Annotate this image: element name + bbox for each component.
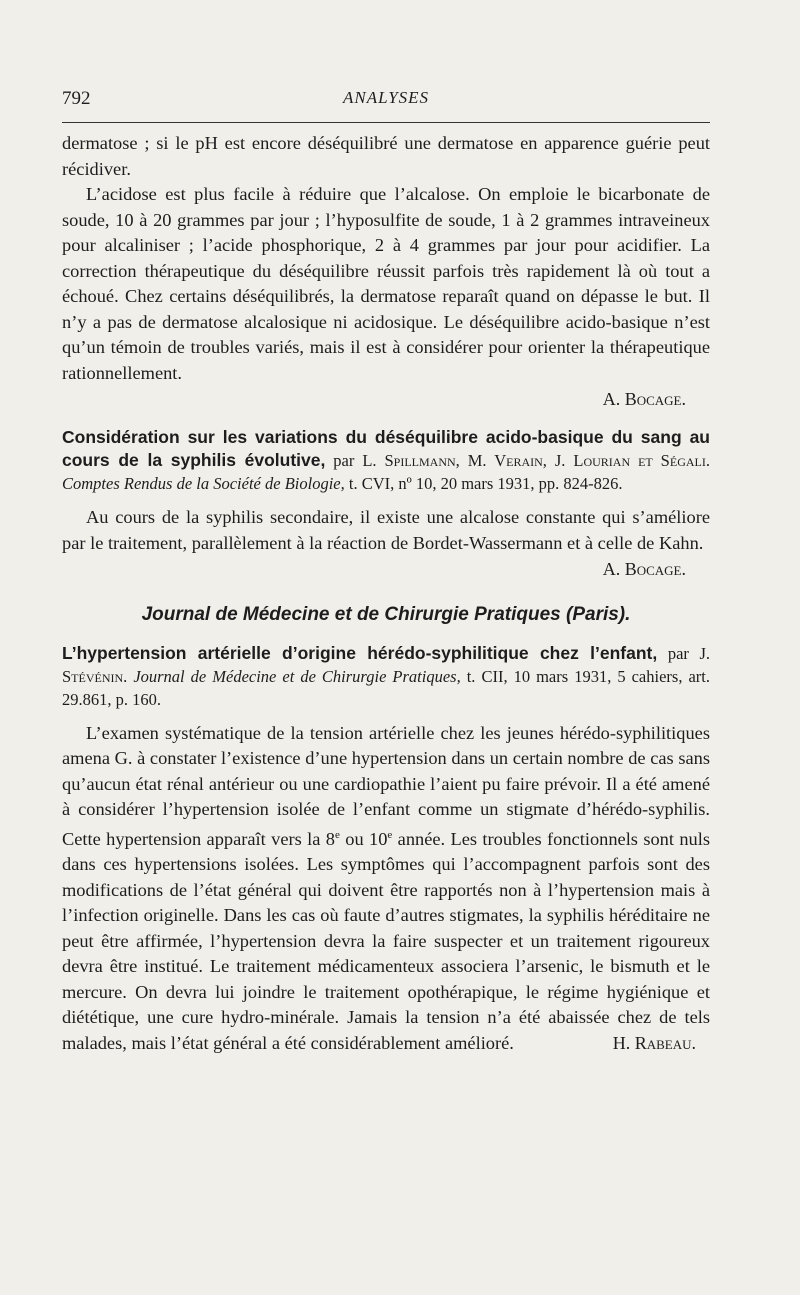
signature-rabeau: H. Rabeau. — [612, 1033, 696, 1054]
article-2-authors: J. Stévénin. — [62, 643, 710, 686]
article-1-journal: Comptes Rendus de la Société de Biologie, — [62, 474, 345, 493]
header-rule — [62, 122, 710, 123]
signature-bocage-2: A. Bocage. — [602, 559, 686, 579]
article-2-body-mid: ou 10 — [339, 828, 388, 849]
article-2-body-start: L’examen systématique de la tension artérielle chez les jeunes hérédo-syphilitiques amena G. à constater l’existence d’une hypertension dans un certain nombre de cas sans qu’aucun état rénal antérieur ou une cardiopathie l’aient pu faire prévoir. Il a été amené à considérer l’hypertension isolée de l’enfant comme un stigmate d’hérédo-syphilis. Cette hypertension apparaît vers la 8 — [62, 722, 710, 849]
article-1-reference — [62, 426, 710, 495]
article-2-par: par — [657, 643, 700, 663]
superscript-e-2: e — [387, 828, 393, 841]
superscript-e-1: e — [334, 828, 340, 841]
article-2-citation: t. CII, 10 mars 1931, 5 cahiers, art. 29.861, p. 160. — [62, 666, 710, 709]
page-number: 792 — [62, 88, 91, 109]
article-1-body: Au cours de la syphilis secondaire, il existe une alcalose constante qui s’améliore par le traitement, parallèlement à la réaction de Bordet-Wassermann et à celle de Kahn. — [62, 507, 710, 553]
article-1-title: Considération sur les variations du déséquilibre acido-basique du sang au cours de la syphilis évolutive, — [62, 427, 710, 470]
article-2-journal: Journal de Médecine et de Chirurgie Pratiques, — [127, 666, 461, 686]
journal-section-heading: Journal de Médecine et de Chirurgie Pratiques (Paris). — [141, 604, 631, 625]
article-1-citation: t. CVI, nº 10, 20 mars 1931, pp. 824-826. — [344, 474, 623, 493]
article-2-body-end: année. Les troubles fonctionnels sont nuls dans ces hypertensions isolées. Les symptômes qui l’accompagnent parfois sont des modifications de l’état général qui doivent être rapportés non à l’hypertension mais à l’infection originelle. Dans les cas où faute d’autres stigmates, la syphilis héréditaire ne peut être affirmée, l’hypertension devra la faire suspecter et un traitement rigoureux devra être institué. Le traitement médicamenteux associera l’arsenic, le bismuth et le mercure. On devra lui joindre le traitement opothérapique, le régime hygiénique et diététique, une cure hydro-minérale. Jamais la tension n’a été abaissée chez de tels malades, mais l’état général a été considérablement amélioré. — [62, 828, 711, 1053]
article-2-body — [62, 721, 710, 1057]
article-2-reference — [62, 642, 710, 711]
page-header — [62, 88, 710, 114]
running-title: ANALYSES — [342, 88, 430, 107]
article-2-title: L’hypertension artérielle d’origine hérédo-syphilitique chez l’enfant, — [62, 642, 658, 663]
page-body — [62, 131, 710, 1056]
paragraph-treatment: L’acidose est plus facile à réduire que l’alcalose. On emploie le bicarbonate de soude, 10 à 20 grammes par jour ; l’hyposulfite de soude, 1 à 2 grammes intraveineux pour alcaliniser ; l’acide phosphorique, 2 à 4 grammes par jour pour acidifier. La correction thérapeutique du déséquilibre réussit parfois très rapidement là où tout a échoué. Chez certains déséquilibrés, la dermatose reparaît quand on dépasse le but. Il n’y a pas de dermatose alcalosique ni acidosique. Le déséquilibre acido-basique n’est qu’un témoin de troubles variés, mais il est à considérer pour orienter la thérapeutique rationnellement. — [62, 184, 710, 383]
article-1-authors: L. Spillmann, M. Verain, J. Lourian et Ségali. — [362, 451, 710, 470]
signature-bocage-1: A. Bocage. — [602, 389, 686, 409]
article-1-par: par — [325, 451, 363, 470]
paragraph-continuation: dermatose ; si le pH est encore déséquilibré une dermatose en apparence guérie peut récidiver. — [62, 133, 710, 179]
